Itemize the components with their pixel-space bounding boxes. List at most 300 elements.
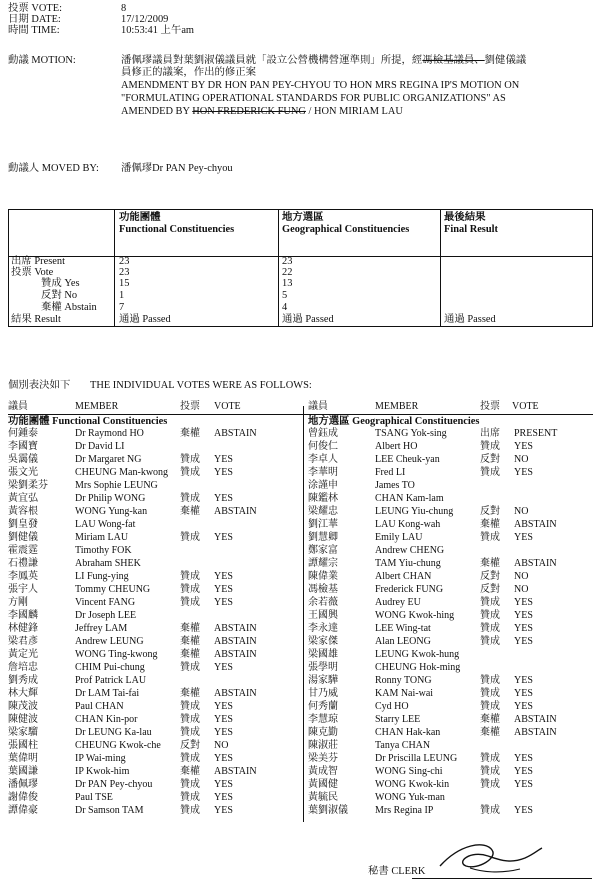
table-row: [8, 493, 298, 505]
vote-zh: 贊成: [480, 805, 500, 816]
vote-en: YES: [214, 571, 233, 582]
vote-zh: 反對: [480, 584, 500, 595]
vote-en: YES: [514, 779, 533, 790]
vote-en: YES: [514, 441, 533, 452]
vote-zh: 贊成: [180, 792, 200, 803]
table-row: [8, 584, 298, 596]
table-row: [8, 805, 298, 817]
gc-header-en: Geographical Constituencies: [282, 224, 410, 235]
member-name-zh: 謝偉俊: [8, 792, 38, 803]
table-row: [308, 623, 598, 635]
vote-en: ABSTAIN: [214, 506, 257, 517]
member-name-en: CHEUNG Man-kwong: [75, 467, 169, 478]
table-row: [308, 740, 598, 752]
member-name-zh: 涂謹申: [308, 480, 338, 491]
column-divider: [303, 406, 304, 822]
member-name-zh: 劉健儀: [8, 532, 38, 543]
table-row: [8, 792, 298, 804]
fc-yes: 15: [119, 278, 130, 289]
member-name-en: CHAN Kin-por: [75, 714, 138, 725]
member-name-en: Cyd HO: [375, 701, 409, 712]
member-name-en: Dr PAN Pey-chyou: [75, 779, 153, 790]
fc-section-title: 功能團體 Functional Constituencies: [8, 416, 168, 427]
vote-en: YES: [514, 532, 533, 543]
member-name-zh: 陳淑莊: [308, 740, 338, 751]
gc-yes: 13: [282, 278, 293, 289]
gc-header-zh: 地方選區: [282, 212, 324, 223]
member-name-en: Dr Margaret NG: [75, 454, 142, 465]
vote-zh: 贊成: [180, 727, 200, 738]
vote-zh: 贊成: [180, 571, 200, 582]
table-row: [308, 753, 598, 765]
member-name-zh: 鄭家富: [308, 545, 338, 556]
vote-zh: 棄權: [480, 727, 500, 738]
vote-en: YES: [514, 805, 533, 816]
table-row: [308, 805, 598, 817]
member-name-en: Abraham SHEK: [75, 558, 141, 569]
member-name-zh: 潘佩璆: [8, 779, 38, 790]
motion-en-struck: HON FREDERICK FUNG: [192, 106, 306, 117]
member-name-en: Ronny TONG: [375, 675, 432, 686]
member-name-en: Alan LEONG: [375, 636, 431, 647]
vote-en: ABSTAIN: [214, 649, 257, 660]
member-name-zh: 張國柱: [8, 740, 38, 751]
member-name-en: CHAN Hak-kan: [375, 727, 441, 738]
member-name-en: WONG Kwok-hing: [375, 610, 455, 621]
table-row: [308, 441, 598, 453]
vote-en: YES: [514, 766, 533, 777]
final-header-en: Final Result: [444, 224, 498, 235]
vote-en: NO: [214, 740, 229, 751]
member-name-en: Timothy FOK: [75, 545, 132, 556]
member-name-en: Mrs Regina IP: [375, 805, 434, 816]
member-name-en: Starry LEE: [375, 714, 421, 725]
vote-zh: 棄權: [480, 519, 500, 530]
vote-en: YES: [514, 675, 533, 686]
member-name-en: Albert CHAN: [375, 571, 432, 582]
table-row: [8, 454, 298, 466]
vote-zh: 反對: [480, 506, 500, 517]
summary-col-rule-2: [278, 210, 279, 326]
member-name-en: Dr LAM Tai-fai: [75, 688, 140, 699]
vote-zh: 棄權: [180, 649, 200, 660]
member-name-en: IP Wai-ming: [75, 753, 126, 764]
vote-en: YES: [214, 584, 233, 595]
table-row: [308, 467, 598, 479]
vote-en: YES: [514, 467, 533, 478]
table-row: [8, 753, 298, 765]
member-name-zh: 劉慧卿: [308, 532, 338, 543]
table-row: [308, 662, 598, 674]
vote-en: YES: [514, 597, 533, 608]
member-name-zh: 王國興: [308, 610, 338, 621]
final-result: 通過 Passed: [444, 314, 496, 325]
member-name-zh: 何俊仁: [308, 441, 338, 452]
vote-zh: 贊成: [480, 610, 500, 621]
moved-by-value: 潘佩璆Dr PAN Pey-chyou: [121, 163, 233, 174]
member-name-en: KAM Nai-wai: [375, 688, 434, 699]
member-name-zh: 黃毓民: [308, 792, 338, 803]
member-name-zh: 陳健波: [8, 714, 38, 725]
table-row: [8, 727, 298, 739]
member-name-zh: 梁耀忠: [308, 506, 338, 517]
vote-zh: 贊成: [480, 636, 500, 647]
vote-en: YES: [514, 701, 533, 712]
vote-en: YES: [214, 753, 233, 764]
member-name-en: Frederick FUNG: [375, 584, 444, 595]
table-row: [308, 584, 598, 596]
member-name-zh: 譚耀宗: [308, 558, 338, 569]
fc-present: 23: [119, 256, 130, 267]
table-row: [308, 701, 598, 713]
table-row: [308, 688, 598, 700]
gc-present: 23: [282, 256, 293, 267]
vote-zh: 贊成: [180, 493, 200, 504]
member-name-en: Dr Samson TAM: [75, 805, 144, 816]
table-row: [8, 545, 298, 557]
table-row: [8, 766, 298, 778]
vote-zh: 贊成: [180, 805, 200, 816]
table-row: [8, 506, 298, 518]
vote-zh: 贊成: [180, 714, 200, 725]
vote-zh: 贊成: [480, 753, 500, 764]
vote-zh: 贊成: [480, 532, 500, 543]
vote-en: NO: [514, 506, 529, 517]
vote-zh: 贊成: [480, 441, 500, 452]
vote-zh: 贊成: [480, 675, 500, 686]
table-row: [8, 532, 298, 544]
motion-en-text-b: / HON MIRIAM LAU: [305, 106, 403, 117]
vote-en: YES: [214, 662, 233, 673]
member-name-zh: 余若薇: [308, 597, 338, 608]
col-member-en: MEMBER: [375, 401, 419, 412]
vote-en: YES: [214, 532, 233, 543]
member-name-zh: 林大輝: [8, 688, 38, 699]
table-row: [308, 428, 598, 440]
member-name-zh: 梁劉柔芬: [8, 480, 48, 491]
table-row: [308, 727, 598, 739]
member-name-zh: 譚偉豪: [8, 805, 38, 816]
vote-en: ABSTAIN: [514, 727, 557, 738]
summary-col-rule-3: [440, 210, 441, 326]
vote-en: YES: [214, 805, 233, 816]
member-name-zh: 劉江華: [308, 519, 338, 530]
member-name-en: CHAN Kam-lam: [375, 493, 444, 504]
member-name-zh: 梁君彥: [8, 636, 38, 647]
table-row: [308, 558, 598, 570]
member-name-en: TAM Yiu-chung: [375, 558, 441, 569]
member-name-zh: 李慧琼: [308, 714, 338, 725]
member-name-zh: 黃定光: [8, 649, 38, 660]
table-row: [308, 792, 598, 804]
member-name-en: WONG Yung-kan: [75, 506, 148, 517]
member-name-en: Miriam LAU: [75, 532, 129, 543]
member-name-zh: 方剛: [8, 597, 28, 608]
gc-vote: 22: [282, 267, 293, 278]
member-name-zh: 陳茂波: [8, 701, 38, 712]
vote-zh: 反對: [480, 454, 500, 465]
table-row: [8, 441, 298, 453]
row-label-abstain: 棄權 Abstain: [41, 302, 97, 313]
table-row: [308, 545, 598, 557]
member-name-zh: 黃宜弘: [8, 493, 38, 504]
vote-zh: 贊成: [180, 467, 200, 478]
row-label-vote: 投票 Vote: [11, 267, 54, 278]
table-row: [8, 467, 298, 479]
member-name-zh: 李國麟: [8, 610, 38, 621]
motion-zh-line2: 員修正的議案，作出的修正案: [121, 67, 257, 78]
vote-number: 8: [121, 3, 127, 14]
fc-no: 1: [119, 290, 125, 301]
member-name-zh: 陳克勤: [308, 727, 338, 738]
table-row: [8, 740, 298, 752]
table-row: [8, 623, 298, 635]
table-row: [308, 779, 598, 791]
member-name-en: James TO: [375, 480, 415, 491]
vote-zh: 贊成: [480, 779, 500, 790]
vote-zh: 贊成: [480, 701, 500, 712]
table-row: [8, 714, 298, 726]
table-row: [308, 610, 598, 622]
vote-en: PRESENT: [514, 428, 558, 439]
table-row: [8, 597, 298, 609]
member-name-en: Tanya CHAN: [375, 740, 431, 751]
vote-en: YES: [514, 688, 533, 699]
member-name-zh: 葉劉淑儀: [308, 805, 348, 816]
member-name-zh: 梁家騮: [8, 727, 38, 738]
motion-label: 動議 MOTION:: [8, 55, 76, 66]
vote-en: ABSTAIN: [214, 636, 257, 647]
member-name-zh: 梁美芬: [308, 753, 338, 764]
gc-result: 通過 Passed: [282, 314, 334, 325]
gc-column-headers: [308, 401, 598, 413]
summary-table: [8, 209, 593, 327]
motion-zh-line1: [121, 55, 526, 67]
member-name-zh: 劉秀成: [8, 675, 38, 686]
vote-zh: 棄權: [180, 623, 200, 634]
vote-en: ABSTAIN: [214, 688, 257, 699]
vote-zh: 贊成: [180, 584, 200, 595]
member-name-zh: 劉皇發: [8, 519, 38, 530]
vote-zh: 贊成: [480, 766, 500, 777]
member-name-zh: 葉國謙: [8, 766, 38, 777]
member-name-en: Dr Raymond HO: [75, 428, 144, 439]
moved-by-label: 動議人 MOVED BY:: [8, 163, 99, 174]
row-label-result: 結果 Result: [11, 314, 61, 325]
header-rule: [8, 414, 593, 415]
table-row: [308, 519, 598, 531]
col-member-zh: 議員: [308, 401, 328, 412]
member-name-zh: 曾鈺成: [308, 428, 338, 439]
vote-en: ABSTAIN: [514, 558, 557, 569]
vote-zh: 棄權: [480, 558, 500, 569]
table-row: [8, 519, 298, 531]
gc-section-title: 地方選區 Geographical Constituencies: [308, 416, 480, 427]
vote-en: YES: [514, 610, 533, 621]
motion-zh-struck: 馮檢基議員、: [422, 55, 485, 66]
vote-en: YES: [214, 701, 233, 712]
fc-header-en: Functional Constituencies: [119, 224, 235, 235]
member-name-en: Audrey EU: [375, 597, 421, 608]
member-name-en: Albert HO: [375, 441, 418, 452]
vote-en: ABSTAIN: [214, 766, 257, 777]
member-name-zh: 甘乃威: [308, 688, 338, 699]
member-name-zh: 詹培忠: [8, 662, 38, 673]
table-row: [8, 610, 298, 622]
member-name-en: CHIM Pui-chung: [75, 662, 145, 673]
table-row: [8, 701, 298, 713]
gc-no: 5: [282, 290, 288, 301]
time-value: 10:53:41 上午am: [121, 25, 195, 36]
table-row: [308, 649, 598, 661]
table-row: [8, 662, 298, 674]
vote-zh: 出席: [480, 428, 500, 439]
col-vote-en: VOTE: [214, 401, 241, 412]
member-name-zh: 張文光: [8, 467, 38, 478]
member-name-zh: 黃國健: [308, 779, 338, 790]
date-label: 日期 DATE:: [8, 14, 61, 25]
col-vote-en: VOTE: [512, 401, 539, 412]
member-name-en: TSANG Yok-sing: [375, 428, 447, 439]
member-name-en: LI Fung-ying: [75, 571, 129, 582]
member-name-zh: 李華明: [308, 467, 338, 478]
vote-en: YES: [214, 597, 233, 608]
vote-zh: 贊成: [180, 662, 200, 673]
table-row: [308, 454, 598, 466]
vote-zh: 棄權: [180, 506, 200, 517]
clerk-label: 秘書 CLERK: [368, 866, 426, 877]
member-name-en: Dr Joseph LEE: [75, 610, 137, 621]
member-name-en: Mrs Sophie LEUNG: [75, 480, 158, 491]
member-name-zh: 李永達: [308, 623, 338, 634]
vote-number-label: 投票 VOTE:: [8, 3, 62, 14]
vote-zh: 棄權: [180, 766, 200, 777]
vote-zh: 棄權: [480, 714, 500, 725]
member-name-en: Fred LI: [375, 467, 406, 478]
vote-zh: 反對: [180, 740, 200, 751]
motion-en-line2: "FORMULATING OPERATIONAL STANDARDS FOR PUBLIC ORGANIZATIONS" AS: [121, 93, 506, 104]
col-vote-zh: 投票: [180, 401, 200, 412]
vote-zh: 贊成: [180, 753, 200, 764]
member-name-zh: 何鍾泰: [8, 428, 38, 439]
vote-zh: 贊成: [480, 597, 500, 608]
member-name-en: WONG Ting-kwong: [75, 649, 158, 660]
member-name-en: Emily LAU: [375, 532, 423, 543]
motion-en-line3: [121, 106, 403, 118]
vote-zh: 贊成: [180, 532, 200, 543]
vote-en: NO: [514, 454, 529, 465]
summary-header-rule: [9, 256, 592, 257]
table-row: [308, 714, 598, 726]
table-row: [8, 428, 298, 440]
vote-zh: 棄權: [180, 636, 200, 647]
motion-en-text-a: AMENDED BY: [121, 106, 193, 117]
member-name-zh: 陳偉業: [308, 571, 338, 582]
vote-zh: 贊成: [180, 779, 200, 790]
member-name-en: Jeffrey LAM: [75, 623, 128, 634]
col-member-en: MEMBER: [75, 401, 119, 412]
vote-zh: 反對: [480, 571, 500, 582]
member-name-en: WONG Kwok-kin: [375, 779, 450, 790]
vote-zh: 贊成: [480, 623, 500, 634]
member-name-zh: 張學明: [308, 662, 338, 673]
member-name-en: LAU Wong-fat: [75, 519, 136, 530]
member-name-en: Dr David LI: [75, 441, 125, 452]
table-row: [8, 636, 298, 648]
member-name-zh: 梁國雄: [308, 649, 338, 660]
table-row: [308, 532, 598, 544]
vote-en: ABSTAIN: [214, 623, 257, 634]
vote-en: NO: [514, 584, 529, 595]
member-name-en: LEE Cheuk-yan: [375, 454, 440, 465]
member-name-en: LEUNG Yiu-chung: [375, 506, 454, 517]
fc-header-zh: 功能團體: [119, 212, 161, 223]
member-name-zh: 黃容根: [8, 506, 38, 517]
member-name-zh: 葉偉明: [8, 753, 38, 764]
fc-column-headers: [8, 401, 300, 413]
member-name-zh: 李卓人: [308, 454, 338, 465]
row-label-present: 出席 Present: [11, 256, 65, 267]
votes-title-zh: 個別表決如下: [8, 380, 71, 391]
vote-en: ABSTAIN: [214, 428, 257, 439]
table-row: [308, 597, 598, 609]
table-row: [8, 779, 298, 791]
member-name-en: CHEUNG Kwok-che: [75, 740, 161, 751]
vote-en: YES: [214, 779, 233, 790]
table-row: [308, 675, 598, 687]
member-name-en: Paul TSE: [75, 792, 113, 803]
member-name-zh: 李鳳英: [8, 571, 38, 582]
vote-en: YES: [214, 727, 233, 738]
table-row: [8, 558, 298, 570]
member-name-en: CHEUNG Hok-ming: [375, 662, 461, 673]
col-member-zh: 議員: [8, 401, 28, 412]
vote-en: ABSTAIN: [514, 714, 557, 725]
table-row: [308, 636, 598, 648]
member-name-en: Paul CHAN: [75, 701, 124, 712]
member-name-zh: 何秀蘭: [308, 701, 338, 712]
member-name-zh: 李國寶: [8, 441, 38, 452]
motion-zh-text-b: 劉健儀議: [484, 55, 527, 66]
member-name-en: LEUNG Kwok-hung: [375, 649, 460, 660]
member-name-zh: 張宇人: [8, 584, 38, 595]
vote-zh: 贊成: [480, 467, 500, 478]
vote-en: YES: [514, 636, 533, 647]
vote-zh: 贊成: [180, 701, 200, 712]
member-name-en: Tommy CHEUNG: [75, 584, 151, 595]
member-name-en: Dr LEUNG Ka-lau: [75, 727, 152, 738]
vote-en: ABSTAIN: [514, 519, 557, 530]
motion-zh-text-a: 潘佩璆議員對葉劉淑儀議員就「設立公營機構營運準則」所提，經: [121, 55, 423, 66]
vote-en: YES: [214, 467, 233, 478]
clerk-signature: [430, 836, 550, 878]
member-name-en: Vincent FANG: [75, 597, 136, 608]
member-name-en: Prof Patrick LAU: [75, 675, 147, 686]
member-name-zh: 陳鑑林: [308, 493, 338, 504]
vote-zh: 棄權: [180, 688, 200, 699]
table-row: [308, 571, 598, 583]
member-name-en: Andrew LEUNG: [75, 636, 144, 647]
member-name-zh: 石禮謙: [8, 558, 38, 569]
member-name-zh: 吳靄儀: [8, 454, 38, 465]
table-row: [8, 571, 298, 583]
member-name-zh: 黃成智: [308, 766, 338, 777]
vote-zh: 贊成: [180, 597, 200, 608]
vote-en: YES: [214, 493, 233, 504]
member-name-zh: 林健鋒: [8, 623, 38, 634]
table-row: [8, 675, 298, 687]
vote-en: YES: [514, 623, 533, 634]
